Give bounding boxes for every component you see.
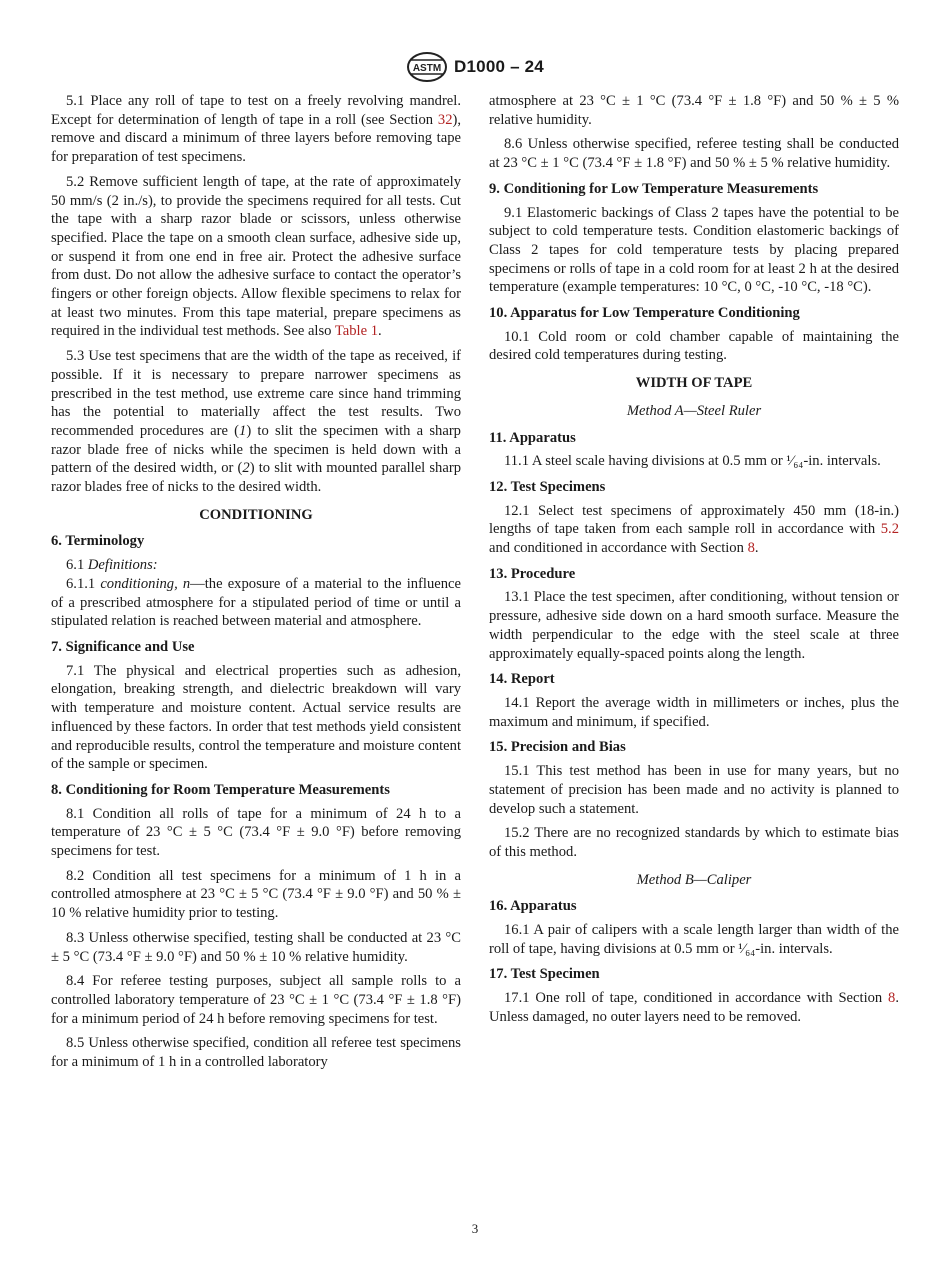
paragraph-10-1: 10.1 Cold room or cold chamber capable of maintaining the desired cold temperatures during testing. (489, 328, 899, 364)
paragraph-8-1: 8.1 Condition all rolls of tape for a minimum of 24 h to a temperature of 23 °C ± 5 °C (73.4 °F ± 9.0 °F) before removing specimens for test. (51, 805, 461, 860)
paragraph-17-1: 17.1 One roll of tape, conditioned in accordance with Section 8. Unless damaged, no outer layers need to be removed. (489, 990, 899, 1025)
astm-logo-icon (406, 51, 448, 83)
section-5-2-link[interactable]: 5.2 (880, 521, 899, 538)
left-column (51, 92, 461, 1078)
paragraph-5-1: 5.1 Place any roll of tape to test on a freely revolving mandrel. Except for determination of length of tape in a roll (see Section 32), remove and discard a minimum of three layers before removing tape for preparation of test specimens. (51, 93, 461, 166)
section-10-heading: 10. Apparatus for Low Temperature Conditioning (489, 305, 800, 322)
right-column (489, 92, 899, 1033)
section-14-heading: 14. Report (489, 671, 555, 688)
section-9-heading: 9. Conditioning for Low Temperature Measurements (489, 180, 819, 197)
section-12-heading: 12. Test Specimens (489, 478, 606, 495)
paragraph-5-3: 5.3 Use test specimens that are the width of the tape as received, if possible. If it is necessary to prepare narrower specimens as prescribed in the test method, use extreme care since hand trimming has the potential to materially affect the test results. Two recommended procedures are (1) to slit the specimen with a sharp razor blade free of nicks while the specimen is held down with a pattern of the desired width, or (2) to slit with mounted parallel sharp razor blades free of nicks to the desired width. (51, 348, 461, 496)
section-11-heading: 11. Apparatus (489, 429, 576, 446)
section-15-heading: 15. Precision and Bias (489, 739, 626, 756)
section-8-link[interactable]: 8 (747, 540, 755, 557)
section-6-heading: 6. Terminology (51, 533, 145, 550)
paragraph-9-1: 9.1 Elastomeric backings of Class 2 tapes have the potential to be subject to cold temperature tests. Condition elastomeric backings of Class 2 tapes for cold temperature tests by placing prepared specimens or rolls of tape in a cold room for at least 2 h at the desired temperature (example temperatures: 10 °C, 0 °C, -10 °C, -18 °C). (489, 204, 899, 296)
paragraph-13-1: 13.1 Place the test specimen, after conditioning, without tension or pressure, adhesive side down on a hard smooth surface. Measure the width perpendicular to the edge with the steel scale at three approximately equally-spaced points along the length. (489, 589, 899, 662)
section-17-heading: 17. Test Specimen (489, 966, 600, 983)
paragraph-7-1: 7.1 The physical and electrical properties such as adhesion, elongation, breaking strength, and dielectric breakdown will vary with temperature and moisture content. Actual service results are influenced by these factors. In order that test methods yield consistent and reproducible results, control the temperature and moisture content of the sample or specimen. (51, 662, 461, 773)
paragraph-15-2: 15.2 There are no recognized standards by which to estimate bias of this method. (489, 825, 899, 860)
paragraph-8-4: 8.4 For referee testing purposes, subject all sample rolls to a controlled laboratory temperature of 23 °C ± 1 °C (73.4 °F ± 1.8 °F) for a minimum period of 24 h before removing specimens for test. (51, 973, 461, 1027)
paragraph-15-1: 15.1 This test method has been in use for many years, but no statement of precision has been made and no activity is planned to develop such a statement. (489, 763, 899, 817)
table-1-link[interactable]: Table 1 (334, 323, 379, 340)
paragraph-5-2: 5.2 Remove sufficient length of tape, at the rate of approximately 50 mm/s (2 in./s), to provide the specimens required for all tests. Cut the tape with a sharp razor blade or scissors, unless otherwise specified. Place the tape on a smooth clean surface, adhesive side up, or suspend it from one end in free air. Protect the adhesive surface from dust. Do not allow the adhesive surface to contact the operator’s fingers or other foreign objects. Allow flexible specimens to relax for at least two minutes. From this tape material, prepare specimens as required in the individual test methods. See also Table 1. (51, 173, 461, 340)
section-16-heading: 16. Apparatus (489, 898, 577, 915)
paragraph-11-1: 11.1 A steel scale having divisions at 0.5 mm or ¹⁄₆₄-in. intervals. (504, 453, 881, 470)
paragraph-12-1: 12.1 Select test specimens of approximately 450 mm (18-in.) lengths of tape taken from each sample roll in accordance with 5.2 and conditioned in accordance with Section 8. (489, 502, 899, 557)
paragraph-8-5: 8.5 Unless otherwise specified, condition all referee test specimens for a minimum of 1 h in a controlled laboratory (51, 1035, 461, 1071)
paragraph-14-1: 14.1 Report the average width in millimeters or inches, plus the maximum and minimum, if specified. (489, 694, 899, 730)
paragraph-6-1-1: 6.1.1 conditioning, n—the exposure of a material to the influence of a prescribed atmosphere for a stipulated period of time or until a stipulated relation is reached between material and atmosphere. (51, 575, 461, 630)
page-header (0, 50, 950, 84)
method-b-heading: Method B—Caliper (636, 871, 752, 888)
document-designation: D1000 – 24 (454, 57, 544, 76)
paragraph-8-3: 8.3 Unless otherwise specified, testing shall be conducted at 23 °C ± 5 °C (73.4 °F ± 9.0 °F) and 50 % ± 10 % relative humidity. (51, 929, 461, 965)
paragraph-8-2: 8.2 Condition all test specimens for a minimum of 1 h in a controlled atmosphere at 23 °C ± 5 °C (73.4 °F ± 9.0 °F) and 50 % ± 10 % relative humidity prior to testing. (51, 867, 461, 922)
logo-text: ASTM (412, 63, 442, 74)
width-of-tape-heading: WIDTH OF TAPE (635, 375, 753, 392)
section-13-heading: 13. Procedure (489, 565, 576, 582)
paragraph-8-5-continued: atmosphere at 23 °C ± 1 °C (73.4 °F ± 1.8 °F) and 50 % ± 5 % relative humidity. (489, 93, 899, 128)
page-number: 3 (471, 1221, 479, 1236)
section-7-heading: 7. Significance and Use (51, 638, 195, 655)
paragraph-6-1: 6.1 Definitions: (66, 557, 158, 574)
paragraph-8-6: 8.6 Unless otherwise specified, referee testing shall be conducted at 23 °C ± 1 °C (73.4 °F ± 1.8 °F) and 50 % ± 5 % relative humidity. (489, 136, 899, 172)
section-32-link[interactable]: 32 (437, 111, 453, 128)
conditioning-heading: CONDITIONING (199, 506, 313, 523)
section-8-heading: 8. Conditioning for Room Temperature Measurements (51, 781, 390, 798)
method-a-heading: Method A—Steel Ruler (626, 402, 762, 419)
section-8-link-2[interactable]: 8 (888, 990, 896, 1007)
paragraph-16-1: 16.1 A pair of calipers with a scale length larger than width of the roll of tape, having divisions at 0.5 mm or ¹⁄₆₄-in. intervals. (489, 922, 899, 957)
